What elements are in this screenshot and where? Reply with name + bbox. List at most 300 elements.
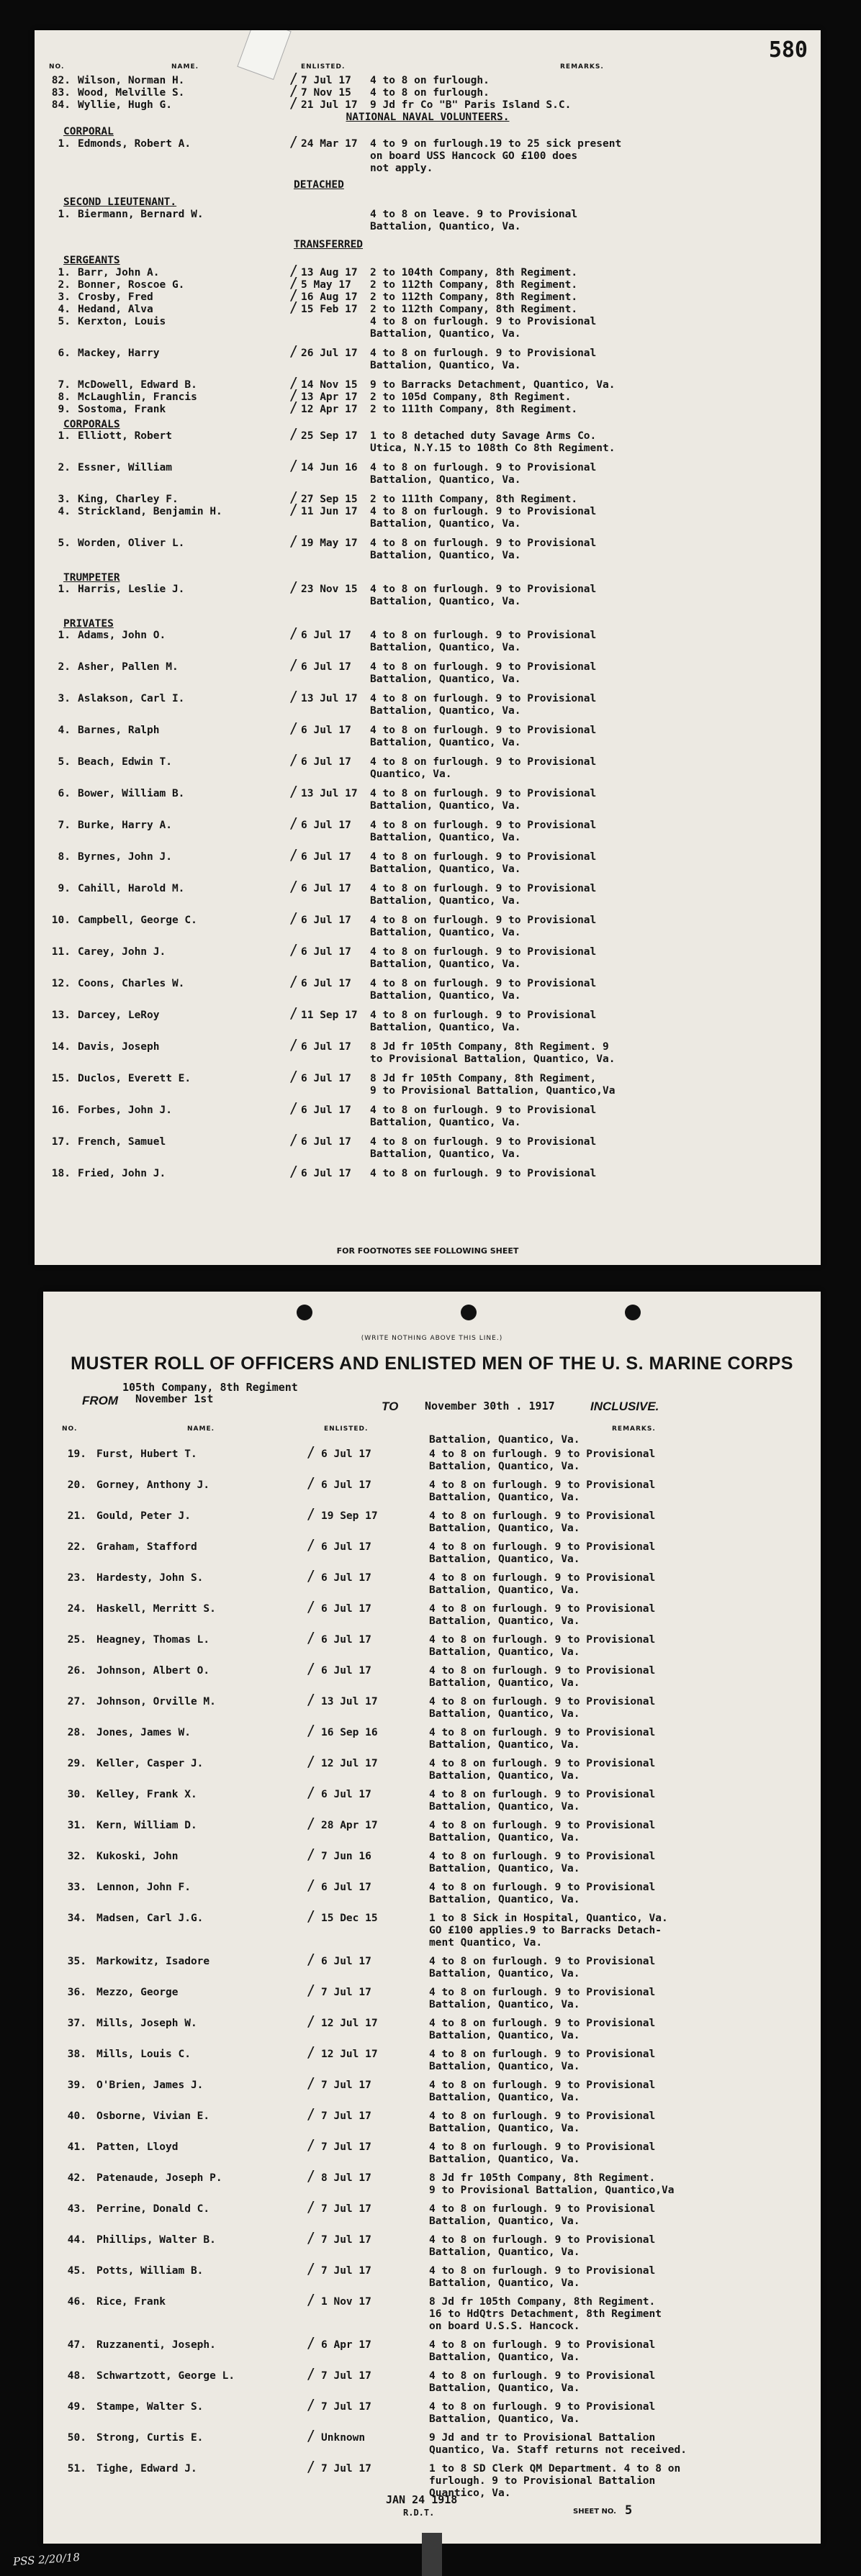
entry-remarks: 4 to 8 on furlough. 9 to Provisional (429, 1789, 656, 1800)
entry-remarks: Battalion, Quantico, Va. (429, 1832, 580, 1843)
section-detached: DETACHED (294, 179, 344, 191)
entry-name: Wyllie, Hugh G. (78, 99, 172, 111)
enlisted-date: 12 Jul 17 (321, 2018, 378, 2029)
sheet-number-label: SHEET NO. (573, 2508, 616, 2516)
enlisted-date: 6 Jul 17 (301, 820, 351, 831)
enlisted-date: 14 Jun 16 (301, 462, 358, 473)
entry-remarks: 8 Jd fr 105th Company, 8th Regiment, (370, 1073, 597, 1084)
entry-number: 38. (67, 2049, 86, 2060)
entry-remarks: 1 to 8 detached duty Savage Arms Co. (370, 430, 597, 442)
entry-remarks: 4 to 8 on furlough. 9 to Provisional (429, 1956, 656, 1967)
entry-remarks: Battalion, Quantico, Va. (370, 863, 521, 875)
entry-remarks: Battalion, Quantico, Va. (370, 674, 521, 685)
muster-roll-sheet-continued (35, 30, 821, 1265)
entry-remarks: Battalion, Quantico, Va. (429, 1801, 580, 1813)
entry-number: 3. (58, 693, 71, 704)
entry-number: 2. (58, 279, 71, 291)
entry-remarks: 9 to Barracks Detachment, Quantico, Va. (370, 379, 616, 391)
entry-name: Haskell, Merritt S. (96, 1603, 216, 1615)
enlisted-date: 25 Sep 17 (301, 430, 358, 442)
document-title: MUSTER ROLL OF OFFICERS AND ENLISTED MEN OF THE U. S. MARINE CORPS (71, 1353, 793, 1374)
entry-remarks: 4 to 8 on furlough. 9 to Provisional (370, 725, 597, 736)
entry-remarks: 16 to HdQtrs Detachment, 8th Regiment (429, 2308, 662, 2320)
check-mark: / (289, 1099, 299, 1117)
entry-remarks: 4 to 8 on furlough. 9 to Provisional (429, 1510, 656, 1522)
entry-remarks: Battalion, Quantico, Va. (370, 990, 521, 1002)
entry-number: 6. (58, 788, 71, 799)
entry-name: Mackey, Harry (78, 348, 160, 359)
check-mark: / (307, 1443, 316, 1461)
enlisted-date: 28 Apr 17 (321, 1820, 378, 1831)
entry-number: 49. (67, 2401, 86, 2413)
entry-remarks: 4 to 8 on furlough. 9 to Provisional (370, 883, 597, 894)
enlisted-date: 7 Jul 17 (321, 2401, 371, 2413)
entry-number: 18. (51, 1168, 71, 1179)
entry-name: King, Charley F. (78, 494, 179, 505)
entry-remarks: Battalion, Quantico, Va. (429, 2351, 580, 2363)
entry-remarks: Battalion, Quantico, Va. (370, 518, 521, 530)
entry-name: Kerxton, Louis (78, 316, 166, 327)
entry-number: 9. (58, 404, 71, 415)
enlisted-date: 6 Jul 17 (321, 1541, 371, 1553)
check-mark: / (307, 2013, 316, 2030)
check-mark: / (289, 70, 299, 87)
enlisted-date: 6 Jul 17 (301, 851, 351, 863)
check-mark: / (307, 1784, 316, 1801)
entry-number: 83. (51, 87, 71, 99)
enlisted-date: 1 Nov 17 (321, 2296, 371, 2308)
entry-remarks: Battalion, Quantico, Va. (370, 927, 521, 938)
entry-remarks: Battalion, Quantico, Va. (429, 1554, 580, 1565)
check-mark: / (307, 2198, 316, 2216)
enlisted-date: 15 Feb 17 (301, 304, 358, 315)
entry-remarks: Battalion, Quantico, Va. (429, 1646, 580, 1658)
entry-remarks: 4 to 8 on furlough. 9 to Provisional (429, 1758, 656, 1769)
from-label: FROM (82, 1394, 119, 1407)
entry-remarks: 4 to 8 on furlough. 9 to Provisional (370, 630, 597, 641)
check-mark: / (289, 720, 299, 737)
entry-name: Rice, Frank (96, 2296, 166, 2308)
check-mark: / (307, 1908, 316, 1925)
entry-remarks: 4 to 8 on furlough. 9 to Provisional (370, 584, 597, 595)
entry-name: Worden, Oliver L. (78, 538, 185, 549)
entry-name: Beach, Edwin T. (78, 756, 172, 768)
entry-remarks: Battalion, Quantico, Va. (370, 221, 521, 232)
entry-remarks: 4 to 8 on furlough. 9 to Provisional (429, 1665, 656, 1677)
binder-clip (237, 30, 291, 80)
enlisted-date: 26 Jul 17 (301, 348, 358, 359)
section-national-naval-volunteers: NATIONAL NAVAL VOLUNTEERS. (346, 112, 510, 123)
enlisted-date: 6 Jul 17 (321, 1956, 371, 1967)
entry-remarks: 4 to 8 on furlough. 9 to Provisional (429, 1987, 656, 1998)
check-mark: / (307, 1598, 316, 1615)
rank-privates: PRIVATES (63, 618, 114, 630)
enlisted-date: 7 Jul 17 (321, 2141, 371, 2153)
entry-number: 8. (58, 851, 71, 863)
entry-name: Fried, John J. (78, 1168, 166, 1179)
entry-name: Essner, William (78, 462, 172, 473)
entry-remarks: 4 to 8 on furlough. 9 to Provisional (429, 1572, 656, 1584)
entry-number: 24. (67, 1603, 86, 1615)
check-mark: / (307, 1474, 316, 1492)
entry-remarks: 8 Jd fr 105th Company, 8th Regiment. (429, 2296, 656, 2308)
entry-remarks: 2 to 104th Company, 8th Regiment. (370, 267, 578, 278)
entry-number: 1. (58, 138, 71, 150)
entry-number: 1. (58, 267, 71, 278)
entry-number: 11. (51, 946, 71, 958)
entry-remarks: Battalion, Quantico, Va. (429, 1999, 580, 2010)
check-mark: / (289, 82, 299, 99)
enlisted-date: 13 Aug 17 (301, 267, 358, 278)
entry-name: Mezzo, George (96, 1987, 179, 1998)
entry-remarks: Battalion, Quantico, Va. (370, 705, 521, 717)
enlisted-date: 11 Jun 17 (301, 506, 358, 517)
enlisted-date: Unknown (321, 2432, 366, 2444)
entry-remarks: 4 to 8 on furlough. 9 to Provisional (429, 1634, 656, 1646)
entry-number: 37. (67, 2018, 86, 2029)
entry-remarks: furlough. 9 to Provisional Battalion (429, 2475, 656, 2487)
entry-name: Phillips, Walter B. (96, 2234, 216, 2246)
entry-name: Johnson, Orville M. (96, 1696, 216, 1707)
entry-remarks: 4 to 8 on furlough. 9 to Provisional (370, 915, 597, 926)
entry-remarks: 4 to 8 on furlough. 9 to Provisional (429, 2141, 656, 2153)
entry-remarks: 2 to 112th Company, 8th Regiment. (370, 304, 578, 315)
entry-name: French, Samuel (78, 1136, 166, 1148)
entry-number: 25. (67, 1634, 86, 1646)
entry-remarks: Battalion, Quantico, Va. (370, 958, 521, 970)
entry-number: 41. (67, 2141, 86, 2153)
entry-name: Mills, Joseph W. (96, 2018, 197, 2029)
check-mark: / (289, 262, 299, 279)
entry-remarks: 2 to 112th Company, 8th Regiment. (370, 279, 578, 291)
entry-remarks: 4 to 8 on furlough. 9 to Provisional (429, 2401, 656, 2413)
col-no: NO. (49, 63, 65, 71)
rank-trumpeter: TRUMPETER (63, 572, 120, 584)
check-mark: / (289, 489, 299, 506)
enlisted-date: 7 Jul 17 (321, 2463, 371, 2475)
check-mark: / (289, 286, 299, 304)
entry-name: Byrnes, John J. (78, 851, 172, 863)
entry-name: Campbell, George C. (78, 915, 197, 926)
entry-remarks: Battalion, Quantico, Va. (429, 2246, 580, 2258)
entry-remarks: 4 to 8 on furlough. 9 to Provisional (429, 1479, 656, 1491)
check-mark: / (307, 1505, 316, 1523)
entry-remarks: Battalion, Quantico, Va. (370, 737, 521, 748)
enlisted-date: 6 Jul 17 (301, 883, 351, 894)
entry-name: Cahill, Harold M. (78, 883, 185, 894)
punch-hole (625, 1305, 641, 1320)
check-mark: / (289, 457, 299, 474)
entry-remarks: 4 to 8 on leave. 9 to Provisional (370, 209, 578, 220)
entry-number: 10. (51, 915, 71, 926)
entry-remarks: 4 to 8 on furlough. 9 to Provisional (370, 538, 597, 549)
entry-remarks: 1 to 8 Sick in Hospital, Quantico, Va. (429, 1913, 668, 1924)
entry-name: Johnson, Albert O. (96, 1665, 210, 1677)
enlisted-date: 6 Jul 17 (321, 1572, 371, 1584)
entry-remarks: Battalion, Quantico, Va. (429, 1523, 580, 1534)
entry-remarks: Battalion, Quantico, Va. (370, 832, 521, 843)
write-nothing-note: (WRITE NOTHING ABOVE THIS LINE.) (361, 1335, 503, 1342)
enlisted-date: 6 Jul 17 (301, 978, 351, 989)
entry-name: Graham, Stafford (96, 1541, 197, 1553)
entry-name: Bonner, Roscoe G. (78, 279, 185, 291)
entry-name: Forbes, John J. (78, 1105, 172, 1116)
entry-remarks: Battalion, Quantico, Va. (429, 1461, 580, 1472)
check-mark: / (307, 1629, 316, 1646)
entry-name: Wood, Melville S. (78, 87, 185, 99)
entry-number: 21. (67, 1510, 86, 1522)
entry-remarks: 4 to 8 on furlough. 9 to Provisional (429, 2234, 656, 2246)
entry-remarks: 4 to 8 on furlough. 9 to Provisional (370, 316, 597, 327)
col-remarks: REMARKS. (560, 63, 604, 71)
to-date: November 30th . 1917 (425, 1400, 555, 1412)
enlisted-date: 7 Jul 17 (321, 2265, 371, 2277)
enlisted-date: 12 Jul 17 (321, 2049, 378, 2060)
enlisted-date: 6 Jul 17 (321, 1665, 371, 1677)
inclusive-label: INCLUSIVE. (590, 1400, 659, 1413)
entry-number: 33. (67, 1882, 86, 1893)
entry-remarks: 9 Jd and tr to Provisional Battalion (429, 2432, 656, 2444)
check-mark: / (289, 973, 299, 990)
punch-hole (461, 1305, 477, 1320)
enlisted-date: 6 Jul 17 (301, 915, 351, 926)
entry-remarks: 8 Jd fr 105th Company, 8th Regiment. (429, 2172, 656, 2184)
enlisted-date: 6 Jul 17 (321, 1789, 371, 1800)
entry-number: 9. (58, 883, 71, 894)
check-mark: / (307, 2427, 316, 2444)
entry-remarks: 4 to 9 on furlough.19 to 25 sick present (370, 138, 622, 150)
enlisted-date: 19 May 17 (301, 538, 358, 549)
entry-name: Edmonds, Robert A. (78, 138, 191, 150)
entry-number: 1. (58, 209, 71, 220)
entry-name: McLaughlin, Francis (78, 391, 197, 403)
entry-remarks: Battalion, Quantico, Va. (429, 2382, 580, 2394)
rank-corporal: CORPORAL (63, 126, 114, 137)
enlisted-date: 6 Jul 17 (321, 1479, 371, 1491)
entry-remarks: 4 to 8 on furlough. 9 to Provisional (429, 2265, 656, 2277)
entry-remarks: 4 to 8 on furlough. 9 to Provisional (429, 1727, 656, 1738)
entry-remarks: 4 to 8 on furlough. 9 to Provisional (429, 2018, 656, 2029)
check-mark: / (307, 2105, 316, 2123)
enlisted-date: 6 Jul 17 (301, 725, 351, 736)
entry-remarks: ment Quantico, Va. (429, 1937, 543, 1949)
enlisted-date: 7 Jul 17 (321, 1987, 371, 1998)
entry-number: 3. (58, 494, 71, 505)
entry-remarks: Battalion, Quantico, Va. (429, 2123, 580, 2134)
entry-name: Duclos, Everett E. (78, 1073, 191, 1084)
entry-number: 27. (67, 1696, 86, 1707)
page-number: 580 (768, 37, 808, 63)
enlisted-date: 6 Apr 17 (321, 2339, 371, 2351)
entry-name: Stampe, Walter S. (96, 2401, 204, 2413)
entry-number: 7. (58, 820, 71, 831)
entry-remarks: 4 to 8 on furlough. 9 to Provisional (429, 2080, 656, 2091)
entry-remarks: Battalion, Quantico, Va. (429, 1863, 580, 1874)
check-mark: / (307, 2458, 316, 2475)
entry-remarks: Battalion, Quantico, Va. (370, 1022, 521, 1033)
entry-name: Adams, John O. (78, 630, 166, 641)
check-mark: / (307, 1951, 316, 1968)
check-mark: / (307, 2260, 316, 2277)
section-transferred: TRANSFERRED (294, 239, 364, 250)
entry-number: 16. (51, 1105, 71, 1116)
check-mark: / (289, 374, 299, 391)
entry-number: 13. (51, 1010, 71, 1021)
check-mark: / (289, 1131, 299, 1148)
check-mark: / (307, 1691, 316, 1708)
check-mark: / (289, 386, 299, 404)
entry-remarks: on board U.S.S. Hancock. (429, 2321, 580, 2332)
entry-remarks: Battalion, Quantico, Va. (429, 1584, 580, 1596)
check-mark: / (307, 1846, 316, 1863)
entry-number: 82. (51, 75, 71, 86)
entry-remarks: Battalion, Quantico, Va. (429, 1739, 580, 1751)
entry-number: 15. (51, 1073, 71, 1084)
enlisted-date: 11 Sep 17 (301, 1010, 358, 1021)
check-mark: / (307, 1753, 316, 1770)
entry-number: 22. (67, 1541, 86, 1553)
check-mark: / (289, 501, 299, 518)
check-mark: / (307, 2396, 316, 2413)
entry-remarks: GO £100 applies.9 to Barracks Detach- (429, 1925, 662, 1936)
check-mark: / (307, 2365, 316, 2382)
check-mark: / (289, 532, 299, 550)
entry-name: Osborne, Vivian E. (96, 2110, 210, 2122)
entry-name: Mills, Louis C. (96, 2049, 191, 2060)
entry-remarks: 4 to 8 on furlough. (370, 75, 490, 86)
enlisted-date: 16 Aug 17 (301, 291, 358, 303)
enlisted-date: 6 Jul 17 (301, 1073, 351, 1084)
enlisted-date: 7 Jul 17 (321, 2234, 371, 2246)
entry-number: 5. (58, 316, 71, 327)
enlisted-date: 7 Nov 15 (301, 87, 351, 99)
entry-number: 4. (58, 725, 71, 736)
check-mark: / (289, 94, 299, 112)
entry-remarks: 9 Jd fr Co "B" Paris Island S.C. (370, 99, 572, 111)
enlisted-date: 7 Jul 17 (321, 2370, 371, 2382)
entry-remarks: on board USS Hancock GO £100 does (370, 150, 578, 162)
enlisted-date: 13 Jul 17 (301, 788, 358, 799)
entry-remarks: 4 to 8 on furlough. 9 to Provisional (429, 2049, 656, 2060)
enlisted-date: 6 Jul 17 (321, 1634, 371, 1646)
punch-hole (297, 1305, 312, 1320)
check-mark: / (289, 425, 299, 443)
sheet-number: 5 (625, 2503, 633, 2518)
entry-name: Gorney, Anthony J. (96, 1479, 210, 1491)
entry-remarks: 4 to 8 on furlough. 9 to Provisional (429, 1696, 656, 1707)
entry-remarks: 9 to Provisional Battalion, Quantico,Va (370, 1085, 616, 1097)
entry-number: 39. (67, 2080, 86, 2091)
enlisted-date: 7 Jun 16 (321, 1851, 371, 1862)
entry-name: Carey, John J. (78, 946, 166, 958)
entry-remarks: 4 to 8 on furlough. 9 to Provisional (370, 1136, 597, 1148)
entry-remarks: 2 to 111th Company, 8th Regiment. (370, 494, 578, 505)
entry-remarks: Battalion, Quantico, Va. (429, 2277, 580, 2289)
enlisted-date: 6 Jul 17 (301, 630, 351, 641)
entry-name: Bower, William B. (78, 788, 185, 799)
entry-number: 1. (58, 584, 71, 595)
entry-number: 14. (51, 1041, 71, 1053)
entry-name: Burke, Harry A. (78, 820, 172, 831)
entry-name: Darcey, LeRoy (78, 1010, 160, 1021)
entry-number: 17. (51, 1136, 71, 1148)
entry-remarks: Battalion, Quantico, Va. (370, 800, 521, 812)
entry-name: Strong, Curtis E. (96, 2432, 204, 2444)
entry-name: Hardesty, John S. (96, 1572, 204, 1584)
entry-name: Davis, Joseph (78, 1041, 160, 1053)
entry-remarks: Battalion, Quantico, Va. (370, 1117, 521, 1128)
entry-number: 7. (58, 379, 71, 391)
enlisted-date: 24 Mar 17 (301, 138, 358, 150)
entry-name: Markowitz, Isadore (96, 1956, 210, 1967)
enlisted-date: 15 Dec 15 (321, 1913, 378, 1924)
entry-remarks: to Provisional Battalion, Quantico, Va. (370, 1053, 616, 1065)
check-mark: / (289, 1036, 299, 1053)
entry-name: Elliott, Robert (78, 430, 172, 442)
col-remarks: REMARKS. (612, 1425, 656, 1433)
entry-name: Wilson, Norman H. (78, 75, 185, 86)
entry-number: 45. (67, 2265, 86, 2277)
entry-remarks: 4 to 8 on furlough. 9 to Provisional (370, 978, 597, 989)
entry-remarks: 4 to 8 on furlough. 9 to Provisional (429, 1820, 656, 1831)
entry-number: 29. (67, 1758, 86, 1769)
enlisted-date: 13 Apr 17 (301, 391, 358, 403)
entry-name: Schwartzott, George L. (96, 2370, 235, 2382)
enlisted-date: 7 Jul 17 (321, 2110, 371, 2122)
entry-number: 51. (67, 2463, 86, 2475)
check-mark: / (307, 1722, 316, 1739)
entry-name: Lennon, John F. (96, 1882, 191, 1893)
entry-remarks: 4 to 8 on furlough. 9 to Provisional (429, 2370, 656, 2382)
entry-number: 6. (58, 348, 71, 359)
entry-remarks: Battalion, Quantico, Va. (429, 1968, 580, 1979)
entry-remarks: Quantico, Va. (370, 768, 452, 780)
enlisted-date: 14 Nov 15 (301, 379, 358, 391)
entry-number: 1. (58, 630, 71, 641)
enlisted-date: 12 Apr 17 (301, 404, 358, 415)
check-mark: / (289, 815, 299, 832)
entry-remarks: Battalion, Quantico, Va. (370, 550, 521, 561)
enlisted-date: 12 Jul 17 (321, 1758, 378, 1769)
entry-number: 42. (67, 2172, 86, 2184)
enlisted-date: 6 Jul 17 (301, 661, 351, 673)
check-mark: / (289, 878, 299, 895)
entry-remarks: Battalion, Quantico, Va. (429, 2030, 580, 2041)
entry-number: 19. (67, 1448, 86, 1460)
check-mark: / (289, 688, 299, 705)
entry-remarks: Utica, N.Y.15 to 108th Co 8th Regiment. (370, 443, 616, 454)
entry-remarks: 2 to 112th Company, 8th Regiment. (370, 291, 578, 303)
check-mark: / (289, 1004, 299, 1022)
entry-number: 28. (67, 1727, 86, 1738)
entry-remarks: 4 to 8 on furlough. 9 to Provisional (429, 2203, 656, 2215)
entry-remarks: 4 to 8 on furlough. 9 to Provisional (370, 462, 597, 473)
enlisted-date: 19 Sep 17 (321, 1510, 378, 1522)
binder-clip-bottom (422, 2533, 442, 2576)
entry-number: 5. (58, 756, 71, 768)
entry-remarks: Quantico, Va. Staff returns not received. (429, 2444, 687, 2456)
entry-number: 84. (51, 99, 71, 111)
footnotes-note: FOR FOOTNOTES SEE FOLLOWING SHEET (336, 1246, 519, 1256)
enlisted-date: 16 Sep 16 (321, 1727, 378, 1738)
entry-remarks: 4 to 8 on furlough. 9 to Provisional (429, 1851, 656, 1862)
check-mark: / (289, 846, 299, 863)
entry-name: Jones, James W. (96, 1727, 191, 1738)
entry-name: Gould, Peter J. (96, 1510, 191, 1522)
entry-number: 1. (58, 430, 71, 442)
entry-name: Heagney, Thomas L. (96, 1634, 210, 1646)
entry-number: 35. (67, 1956, 86, 1967)
